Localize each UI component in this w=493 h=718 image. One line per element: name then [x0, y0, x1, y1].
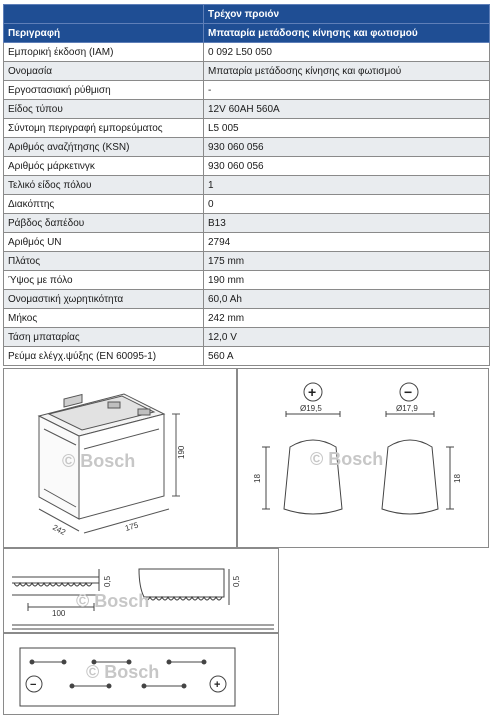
base-watermark: © Bosch [76, 591, 150, 611]
row-label: Πλάτος [4, 252, 204, 271]
table-row [4, 233, 490, 252]
header-blank-cell [4, 5, 204, 24]
row-value: 190 mm [204, 271, 490, 290]
battery-watermark: © Bosch [62, 451, 136, 471]
row-label: Ράβδος δαπέδου [4, 214, 204, 233]
base-dim-b-label: 0,5 [232, 575, 241, 587]
header-product-title: Τρέχον προιόν [204, 5, 490, 24]
plus-symbol-icon: + [308, 384, 317, 400]
row-value: 60,0 Ah [204, 290, 490, 309]
row-value: Μπαταρία μετάδοσης κίνησης και φωτισμού [204, 62, 490, 81]
row-label: Εμπορική έκδοση (IAM) [4, 43, 204, 62]
row-label: Είδος τύπου [4, 100, 204, 119]
top-view-drawing [4, 634, 280, 716]
table-row [4, 347, 490, 366]
minus-diameter-label: Ø17,9 [396, 404, 418, 413]
row-value: L5 005 [204, 119, 490, 138]
table-row [4, 271, 490, 290]
battery-drawing-panel [3, 368, 237, 548]
row-label: Μήκος [4, 309, 204, 328]
row-value: 12V 60AH 560A [204, 100, 490, 119]
base-drawing-panel [3, 548, 279, 633]
spec-rows [4, 43, 490, 366]
row-label: Σύντομη περιγραφή εμπορεύματος [4, 119, 204, 138]
row-label: Αριθμός αναζήτησης (KSN) [4, 138, 204, 157]
terminal-watermark: © Bosch [310, 449, 384, 469]
table-row [4, 214, 490, 233]
minus-symbol-icon: − [404, 384, 413, 400]
table-row [4, 43, 490, 62]
plus-diameter-label: Ø19,5 [300, 404, 322, 413]
row-value: 0 092 L50 050 [204, 43, 490, 62]
base-dim-a-label: 0,5 [103, 575, 112, 587]
table-header-row-1 [4, 5, 490, 24]
battery-length-label: 242 [51, 522, 68, 538]
table-row [4, 81, 490, 100]
row-value: 242 mm [204, 309, 490, 328]
row-value: 2794 [204, 233, 490, 252]
table-row [4, 195, 490, 214]
row-label: Εργοστασιακή ρύθμιση [4, 81, 204, 100]
top-minus-icon: − [30, 679, 37, 691]
row-value: 0 [204, 195, 490, 214]
table-row [4, 119, 490, 138]
row-label: Ονομασία [4, 62, 204, 81]
minus-height-label: 18 [453, 474, 462, 483]
table-row [4, 176, 490, 195]
row-label: Αριθμός μάρκετινγκ [4, 157, 204, 176]
row-label: Τελικό είδος πόλου [4, 176, 204, 195]
table-row [4, 62, 490, 81]
table-row [4, 290, 490, 309]
row-value: - [204, 81, 490, 100]
row-value: 175 mm [204, 252, 490, 271]
battery-drawing [4, 369, 238, 549]
battery-width-label: 175 [124, 520, 140, 533]
row-value: B13 [204, 214, 490, 233]
table-header-row-2 [4, 24, 490, 43]
table-row [4, 328, 490, 347]
terminal-drawing [238, 369, 490, 549]
header-description-title: Περιγραφή [4, 24, 204, 43]
plus-height-label: 18 [253, 474, 262, 483]
table-row [4, 309, 490, 328]
row-value: 1 [204, 176, 490, 195]
row-label: Αριθμός UN [4, 233, 204, 252]
row-value: 560 A [204, 347, 490, 366]
row-label: Ύψος με πόλο [4, 271, 204, 290]
row-label: Τάση μπαταρίας [4, 328, 204, 347]
row-value: 12,0 V [204, 328, 490, 347]
spec-table [3, 4, 490, 366]
row-label: Ονομαστική χωρητικότητα [4, 290, 204, 309]
base-drawing [4, 549, 280, 634]
top-watermark: © Bosch [86, 662, 160, 682]
battery-height-label: 190 [177, 445, 186, 459]
base-length-label: 100 [52, 609, 66, 618]
row-label: Ρεύμα ελέγχ.ψύξης (EN 60095-1) [4, 347, 204, 366]
table-row [4, 252, 490, 271]
top-view-panel [3, 633, 279, 715]
row-value: 930 060 056 [204, 138, 490, 157]
table-row [4, 138, 490, 157]
top-plus-icon: + [214, 679, 221, 691]
terminal-drawing-panel [237, 368, 489, 548]
header-product-name: Μπαταρία μετάδοσης κίνησης και φωτισμού [204, 24, 490, 43]
row-label: Διακόπτης [4, 195, 204, 214]
table-row [4, 100, 490, 119]
table-row [4, 157, 490, 176]
row-value: 930 060 056 [204, 157, 490, 176]
